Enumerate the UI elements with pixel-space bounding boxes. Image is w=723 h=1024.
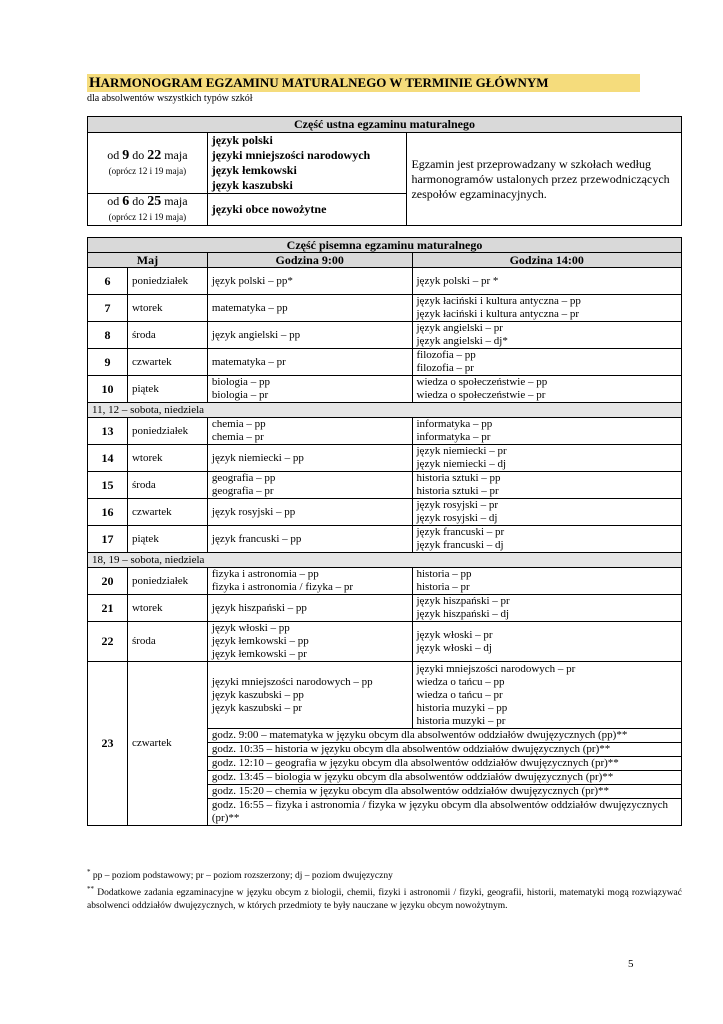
weekday: czwartek	[127, 499, 207, 526]
footnote-2: ** Dodatkowe zadania egzaminacyjne w języku obcym z biologii, chemii, fizyki i astronomii / fizyki, geografii, historii, matematyki mogą rozwiązywać absolwenci oddziałów dwujęzycznych, w których przedmioty te były nauczane w języku obcym nowożytnym.	[87, 885, 682, 912]
morning-exams	[207, 662, 412, 729]
day-number: 15	[88, 472, 128, 499]
entry-line: język włoski – pp	[211, 622, 290, 634]
table-row	[88, 499, 682, 526]
bilingual-exam: godz. 9:00 – matematyka w języku obcym dla absolwentów oddziałów dwujęzycznych (pp)**	[207, 729, 681, 743]
morning-exams	[207, 349, 412, 376]
entry-line: język włoski – pr	[416, 628, 493, 641]
morning-exams	[207, 322, 412, 349]
weekday: piątek	[127, 526, 207, 553]
day-number: 6	[88, 268, 128, 295]
entry-line: historia – pp	[416, 568, 472, 580]
entry-line: język niemiecki – pr	[416, 445, 507, 457]
table-row	[88, 472, 682, 499]
entry-line: język niemiecki – dj	[416, 458, 506, 470]
entry-line: język łemkowski – pr	[211, 648, 307, 660]
entry-line: język polski – pp*	[211, 274, 293, 287]
oral-languages-2: języki obce nowożytne	[207, 194, 407, 226]
weekend-separator: 11, 12 – sobota, niedziela	[88, 403, 682, 418]
afternoon-exams	[412, 622, 682, 662]
day-number: 13	[88, 418, 128, 445]
afternoon-exams	[412, 295, 682, 322]
oral-info: Egzamin jest przeprowadzany w szkołach według harmonogramów ustalonych przez przewodniczących zespołów egzaminacyjnych.	[407, 133, 682, 226]
morning-exams	[207, 472, 412, 499]
oral-languages-1: język polski języki mniejszości narodowych język łemkowski język kaszubski	[207, 133, 407, 194]
morning-exams	[207, 268, 412, 295]
entry-line: fizyka i astronomia / fizyka – pr	[211, 581, 354, 593]
day-number: 9	[88, 349, 128, 376]
weekday: czwartek	[127, 662, 207, 826]
day-number: 23	[88, 662, 128, 826]
day-number: 8	[88, 322, 128, 349]
bilingual-exam: godz. 16:55 – fizyka i astronomia / fizyka w języku obcym dla absolwentów oddziałów dwujęzycznych (pr)**	[207, 799, 681, 826]
entry-line: język hiszpański – dj	[416, 608, 510, 620]
entry-line: język angielski – pr	[416, 322, 503, 334]
table-row	[88, 376, 682, 403]
entry-line: historia – pr	[416, 581, 470, 593]
entry-line: informatyka – pr	[416, 431, 491, 443]
afternoon-exams	[412, 499, 682, 526]
morning-exams	[207, 418, 412, 445]
entry-line: historia muzyki – pr	[416, 714, 506, 727]
morning-exams	[207, 499, 412, 526]
page-subtitle: dla absolwentów wszystkich typów szkół	[87, 93, 253, 104]
afternoon-exams	[412, 526, 682, 553]
entry-line: chemia – pp	[211, 418, 266, 430]
weekday: czwartek	[127, 349, 207, 376]
afternoon-exams	[412, 445, 682, 472]
entry-line: matematyka – pr	[211, 355, 286, 368]
weekday: środa	[127, 322, 207, 349]
weekday: wtorek	[127, 595, 207, 622]
entry-line: język łemkowski – pp	[211, 635, 309, 647]
table-row	[88, 295, 682, 322]
afternoon-exams	[412, 268, 682, 295]
entry-line: języki mniejszości narodowych – pp	[211, 675, 373, 688]
entry-line: biologia – pp	[211, 376, 270, 388]
afternoon-exams	[412, 595, 682, 622]
morning-exams	[207, 622, 412, 662]
oral-exam-table	[87, 116, 682, 226]
afternoon-exams	[412, 568, 682, 595]
entry-line: język kaszubski – pr	[211, 701, 303, 714]
entry-line: matematyka – pp	[211, 301, 288, 314]
morning-exams	[207, 445, 412, 472]
table-row	[88, 445, 682, 472]
written-exam-table	[87, 237, 682, 826]
afternoon-exams	[412, 662, 682, 729]
entry-line: historia sztuki – pr	[416, 485, 499, 497]
table-row	[88, 418, 682, 445]
entry-line: język kaszubski – pp	[211, 688, 304, 701]
entry-line: fizyka i astronomia – pp	[211, 568, 319, 580]
entry-line: język łaciński i kultura antyczna – pp	[416, 295, 581, 307]
entry-line: wiedza o tańcu – pp	[416, 675, 505, 688]
entry-line: biologia – pr	[211, 389, 269, 401]
morning-exams	[207, 295, 412, 322]
morning-exams	[207, 595, 412, 622]
day-number: 21	[88, 595, 128, 622]
entry-line: filozofia – pp	[416, 349, 476, 361]
table-row	[88, 553, 682, 568]
entry-line: język francuski – dj	[416, 539, 504, 551]
footnotes	[87, 866, 682, 913]
afternoon-exams	[412, 349, 682, 376]
table-row	[88, 268, 682, 295]
bilingual-exam: godz. 10:35 – historia w języku obcym dla absolwentów oddziałów dwujęzycznych (pr)**	[207, 743, 681, 757]
footnote-1: * pp – poziom podstawowy; pr – poziom rozszerzony; dj – poziom dwujęzyczny	[87, 868, 393, 882]
entry-line: język francuski – pr	[416, 526, 505, 538]
afternoon-exams	[412, 472, 682, 499]
written-heading: Część pisemna egzaminu maturalnego	[88, 238, 682, 253]
day-number: 16	[88, 499, 128, 526]
entry-line: język hiszpański – pp	[211, 601, 307, 614]
entry-line: wiedza o społeczeństwie – pp	[416, 376, 548, 388]
weekday: poniedziałek	[127, 568, 207, 595]
weekday: środa	[127, 622, 207, 662]
entry-line: język niemiecki – pp	[211, 451, 304, 464]
entry-line: język angielski – dj*	[416, 335, 508, 347]
col-month: Maj	[88, 253, 208, 268]
entry-line: język hiszpański – pr	[416, 595, 510, 607]
table-row	[88, 526, 682, 553]
day-number: 10	[88, 376, 128, 403]
weekend-separator: 18, 19 – sobota, niedziela	[88, 553, 682, 568]
table-row	[88, 322, 682, 349]
day-number: 17	[88, 526, 128, 553]
afternoon-exams	[412, 418, 682, 445]
day-number: 20	[88, 568, 128, 595]
entry-line: wiedza o społeczeństwie – pr	[416, 389, 546, 401]
entry-line: chemia – pr	[211, 431, 264, 443]
weekday: wtorek	[127, 445, 207, 472]
page-number: 5	[628, 958, 634, 970]
weekday: piątek	[127, 376, 207, 403]
entry-line: język włoski – dj	[416, 641, 492, 654]
weekday: poniedziałek	[127, 418, 207, 445]
day-number: 14	[88, 445, 128, 472]
entry-line: język angielski – pp	[211, 328, 301, 341]
entry-line: historia sztuki – pp	[416, 472, 501, 484]
entry-line: język polski – pr *	[416, 274, 499, 287]
entry-line: język rosyjski – pr	[416, 499, 499, 511]
bilingual-exam: godz. 13:45 – biologia w języku obcym dla absolwentów oddziałów dwujęzycznych (pr)**	[207, 771, 681, 785]
entry-line: geografia – pp	[211, 472, 276, 484]
oral-period-2: od 6 do 25 maja (oprócz 12 i 19 maja)	[88, 194, 208, 226]
table-row	[88, 622, 682, 662]
oral-period-1: od 9 do 22 maja (oprócz 12 i 19 maja)	[88, 133, 208, 194]
morning-exams	[207, 526, 412, 553]
afternoon-exams	[412, 376, 682, 403]
col-morning: Godzina 9:00	[207, 253, 412, 268]
weekday: poniedziałek	[127, 268, 207, 295]
morning-exams	[207, 376, 412, 403]
table-row	[88, 662, 682, 729]
entry-line: języki mniejszości narodowych – pr	[416, 662, 576, 675]
entry-line: wiedza o tańcu – pr	[416, 688, 503, 701]
afternoon-exams	[412, 322, 682, 349]
oral-heading: Część ustna egzaminu maturalnego	[88, 117, 682, 133]
weekday: wtorek	[127, 295, 207, 322]
col-afternoon: Godzina 14:00	[412, 253, 682, 268]
entry-line: język łaciński i kultura antyczna – pr	[416, 308, 579, 320]
table-row	[88, 349, 682, 376]
entry-line: język rosyjski – dj	[416, 512, 498, 524]
table-row	[88, 595, 682, 622]
table-row	[88, 568, 682, 595]
weekday: środa	[127, 472, 207, 499]
entry-line: filozofia – pr	[416, 362, 474, 374]
entry-line: język francuski – pp	[211, 532, 302, 545]
entry-line: informatyka – pp	[416, 418, 493, 430]
entry-line: historia muzyki – pp	[416, 701, 508, 714]
entry-line: język rosyjski – pp	[211, 505, 296, 518]
bilingual-exam: godz. 15:20 – chemia w języku obcym dla absolwentów oddziałów dwujęzycznych (pr)**	[207, 785, 681, 799]
day-number: 7	[88, 295, 128, 322]
entry-line: geografia – pr	[211, 485, 274, 497]
page-title: HARMONOGRAM EGZAMINU MATURALNEGO W TERMINIE GŁÓWNYM	[87, 74, 640, 92]
table-row	[88, 403, 682, 418]
bilingual-exam: godz. 12:10 – geografia w języku obcym dla absolwentów oddziałów dwujęzycznych (pr)**	[207, 757, 681, 771]
day-number: 22	[88, 622, 128, 662]
morning-exams	[207, 568, 412, 595]
